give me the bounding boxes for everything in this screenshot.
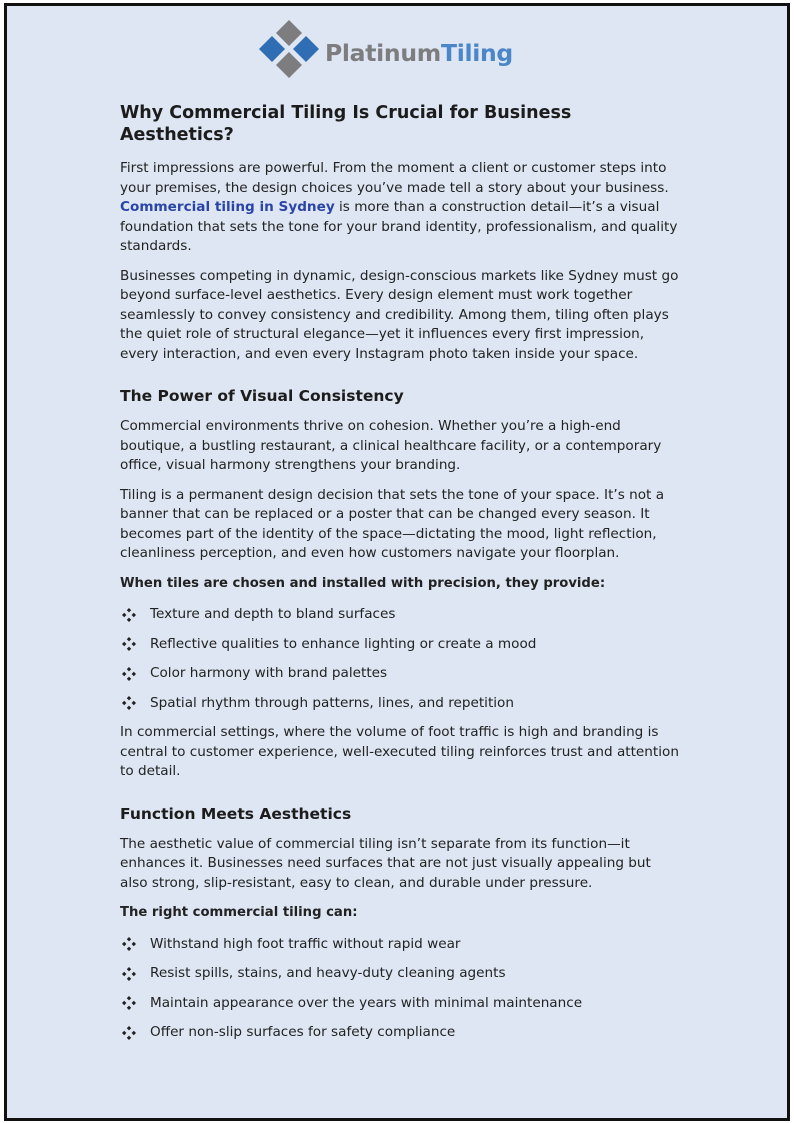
- intro-text-after: is more than a construction detail—it’s a visual foundation that sets the tone for your brand identity, professionalism, and quality standards.: [120, 199, 678, 254]
- section-heading-function-meets-aesthetics: Function Meets Aesthetics: [120, 804, 352, 823]
- section1-bullet-list: [120, 605, 680, 713]
- document-page: [4, 3, 790, 1121]
- list-item-text: Spatial rhythm through patterns, lines, and repetition: [150, 694, 514, 711]
- four-diamond-bullet-icon: [122, 996, 136, 1010]
- four-diamond-bullet-icon: [122, 608, 136, 622]
- intro-text-before: First impressions are powerful. From the moment a client or customer steps into your premises, the design choices you’ve made tell a story about your business.: [120, 160, 669, 196]
- section2-lead: The right commercial tiling can:: [120, 905, 358, 920]
- list-item: [120, 635, 680, 654]
- list-item-text: Color harmony with brand palettes: [150, 665, 388, 681]
- list-item: [120, 664, 680, 683]
- list-item-text: Withstand high foot traffic without rapid wear: [150, 935, 461, 952]
- section2-bullet-list: [120, 935, 680, 1043]
- section-heading-visual-consistency: The Power of Visual Consistency: [120, 387, 404, 405]
- list-item: [120, 605, 680, 624]
- section1-lead: When tiles are chosen and installed with precision, they provide:: [120, 575, 606, 591]
- four-diamond-bullet-icon: [122, 937, 136, 951]
- four-diamond-bullet-icon: [122, 637, 136, 651]
- brand-logo[interactable]: [251, 16, 513, 88]
- four-diamond-bullet-icon: [122, 1026, 136, 1040]
- four-diamond-bullet-icon: [122, 667, 136, 681]
- commercial-tiling-link[interactable]: Commercial tiling in Sydney: [120, 199, 335, 215]
- brand-wordmark: [325, 39, 513, 67]
- list-item: [120, 964, 680, 983]
- list-item: [120, 994, 680, 1013]
- section1-paragraph-2: Tiling is a permanent design decision that sets the tone of your space. It’s not a banner that can be replaced or a poster that can be changed every season. It becomes part of the identity of the space—dictating the mood, light reflection, cleanliness perception, and even how customers navigate your floorplan.: [120, 486, 665, 561]
- section1-paragraph-1: Commercial environments thrive on cohesion. Whether you’re a high-end boutique, a bustling restaurant, a clinical healthcare facility, or a contemporary office, visual harmony strengthens your branding.: [120, 418, 662, 473]
- list-item: [120, 1023, 680, 1042]
- article-title: Why Commercial Tiling Is Crucial for Business Aesthetics?: [120, 103, 572, 145]
- section1-paragraph-3: In commercial settings, where the volume of foot traffic is high and branding is central to customer experience, well-executed tiling reinforces trust and attention to detail.: [120, 724, 679, 779]
- list-item: [120, 694, 680, 713]
- list-item-text: Offer non-slip surfaces for safety compliance: [150, 1024, 456, 1040]
- section2-paragraph-1: The aesthetic value of commercial tiling isn’t separate from its function—it enhances it. Businesses need surfaces that are not just visually appealing but also strong, slip-resistant, easy to clean, and durable under pressure.: [120, 835, 651, 891]
- list-item-text: Resist spills, stains, and heavy-duty cleaning agents: [150, 965, 506, 981]
- intro-paragraph-2: Businesses competing in dynamic, design-conscious markets like Sydney must go beyond surface-level aesthetics. Every design element must work together seamlessly to convey consistency and credibility. Among them, tiling often plays the quiet role of structural elegance—yet it influences every first impression, every interaction, and even every Instagram photo taken inside your space.: [120, 267, 679, 362]
- brand-word-tiling: Tiling: [440, 39, 513, 67]
- four-diamond-bullet-icon: [122, 967, 136, 981]
- list-item-text: Maintain appearance over the years with minimal maintenance: [150, 994, 583, 1011]
- intro-paragraph-1: [120, 159, 680, 257]
- four-diamond-logo-icon: [251, 18, 323, 86]
- four-diamond-bullet-icon: [122, 696, 136, 710]
- article-body: [120, 102, 680, 1053]
- brand-word-platinum: Platinum: [325, 39, 441, 67]
- list-item: [120, 935, 680, 954]
- list-item-text: Reflective qualities to enhance lighting or create a mood: [150, 635, 537, 652]
- list-item-text: Texture and depth to bland surfaces: [150, 606, 396, 622]
